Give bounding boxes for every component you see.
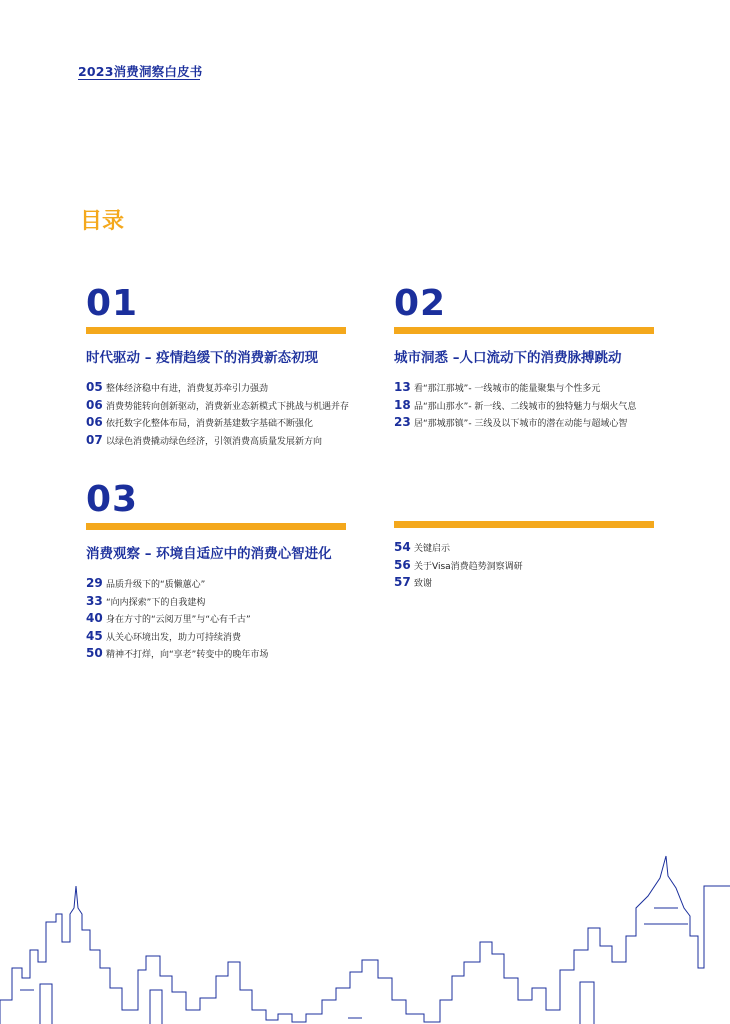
toc-entry-page: 57 xyxy=(394,575,411,589)
toc-entry-page: 50 xyxy=(86,646,103,660)
toc-entry-text: 关于Visa消费趋势洞察调研 xyxy=(414,561,523,572)
toc-entry[interactable] xyxy=(86,646,346,664)
toc-entry[interactable] xyxy=(86,398,349,416)
toc-entry[interactable] xyxy=(394,540,654,558)
toc-entry-page: 40 xyxy=(86,611,103,625)
section-accent-bar xyxy=(394,327,654,334)
toc-entry-list xyxy=(394,540,654,593)
toc-entry-page: 18 xyxy=(394,397,411,412)
toc-section-03 xyxy=(86,479,346,664)
toc-entry-text: 身在方寸的“云阅万里”与“心有千古” xyxy=(106,615,251,625)
toc-entry-list xyxy=(86,576,346,664)
toc-entry-page: 56 xyxy=(394,557,411,572)
toc-entry-text: 以绿色消费撬动绿色经济，引领消费高质量发展新方向 xyxy=(106,436,323,447)
toc-entry-text: 从关心环境出发，助力可持续消费 xyxy=(106,632,242,643)
toc-entry-page: 23 xyxy=(394,415,411,429)
toc-entry-page: 29 xyxy=(86,576,103,590)
toc-entry-text: 品质升级下的“质懒蕙心” xyxy=(106,580,206,590)
section-title[interactable]: 城市洞悉 –人口流动下的消费脉搏跳动 xyxy=(394,350,622,366)
section-accent-bar xyxy=(86,523,346,530)
section-number: 03 xyxy=(86,479,139,520)
toc-entry-page: 07 xyxy=(86,432,103,447)
toc-entry-text: 依托数字化整体布局，消费新基建数字基础不断强化 xyxy=(106,419,314,429)
toc-entry-page: 06 xyxy=(86,415,103,429)
section-accent-bar xyxy=(394,521,654,528)
toc-entry-text: 关键启示 xyxy=(414,544,451,554)
section-title[interactable]: 消费观察 – 环境自适应中的消费心智进化 xyxy=(86,546,332,562)
city-skyline-illustration xyxy=(0,850,730,1024)
toc-entry-text: “向内探索”下的自我建构 xyxy=(106,597,206,608)
toc-entry[interactable] xyxy=(394,575,654,593)
toc-entry[interactable] xyxy=(86,380,349,398)
toc-entry-list xyxy=(86,380,349,450)
toc-entry-text: 整体经济稳中有进，消费复苏牵引力强劲 xyxy=(106,384,269,394)
toc-entry[interactable] xyxy=(86,629,346,647)
section-number: 02 xyxy=(394,283,447,324)
toc-entry[interactable] xyxy=(86,611,346,629)
toc-entry-text: 致谢 xyxy=(414,579,433,589)
toc-section-02 xyxy=(394,283,654,433)
toc-entry-text: 消费势能转向创新驱动，消费新业态新模式下挑战与机遇并存 xyxy=(106,401,350,412)
toc-entry-page: 06 xyxy=(86,397,103,412)
toc-entry-text: 看“那江那城”- 一线城市的能量聚集与个性多元 xyxy=(414,384,601,394)
toc-entry-page: 33 xyxy=(86,593,103,608)
section-number: 01 xyxy=(86,283,139,324)
toc-entry[interactable] xyxy=(394,415,654,433)
section-accent-bar xyxy=(86,327,346,334)
toc-entry-list xyxy=(394,380,654,433)
title-underline xyxy=(78,79,200,80)
section-title[interactable]: 时代驱动 – 疫情趋缓下的消费新态初现 xyxy=(86,350,319,366)
toc-entry-page: 54 xyxy=(394,540,411,554)
toc-entry-page: 05 xyxy=(86,380,103,394)
toc-entry-text: 精神不打烊，向“享老”转变中的晚年市场 xyxy=(106,650,269,660)
toc-entry-page: 13 xyxy=(394,380,411,394)
toc-heading: 目录 xyxy=(80,209,125,234)
toc-entry-text: 品“那山那水”- 新一线、二线城市的独特魅力与烟火气息 xyxy=(414,401,637,412)
toc-entry-page: 45 xyxy=(86,628,103,643)
toc-entry[interactable] xyxy=(394,558,654,576)
toc-entry[interactable] xyxy=(394,380,654,398)
toc-entry[interactable] xyxy=(86,433,349,451)
toc-entry[interactable] xyxy=(86,594,346,612)
toc-entry-text: 居“那城那镇”- 三线及以下城市的潜在动能与超域心智 xyxy=(414,419,628,429)
toc-entry[interactable] xyxy=(86,576,346,594)
toc-entry[interactable] xyxy=(86,415,349,433)
document-title: 2023消费洞察白皮书 xyxy=(78,64,203,79)
toc-entry[interactable] xyxy=(394,398,654,416)
toc-section-01 xyxy=(86,283,350,450)
toc-section-appendix xyxy=(394,518,654,593)
